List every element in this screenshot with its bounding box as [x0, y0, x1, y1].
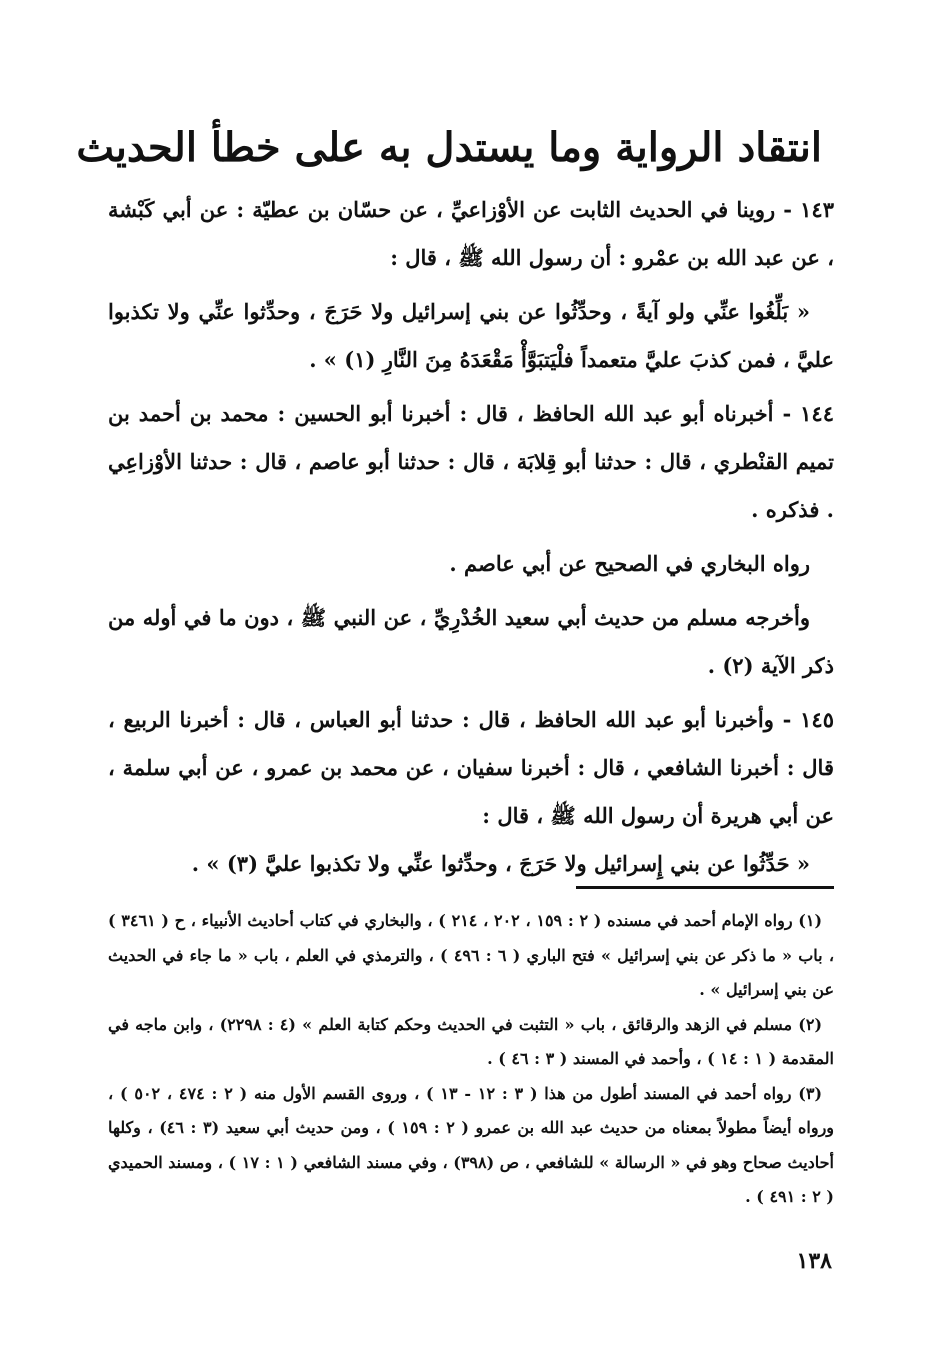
- page-number: ١٣٨: [796, 1248, 832, 1274]
- footnotes: [108, 904, 834, 1215]
- main-text: [108, 186, 834, 888]
- footnote-3: (٣) رواه أحمد في المسند أطول من هذا ( ٣ : ١٢ - ١٣ ) ، وروى القسم الأول منه ( ٢ : ٤٧٤ ، ٥٠٢ ) ، ورواه أيضاً مطولاً بمعناه من حديث عبد الله بن عمرو ( ٢ : ١٥٩ ) ، ومن حديث أبي سعيد (٣ : ٤٦) ، وكلها أحاديث صحاح وهو في « الرسالة » للشافعي ، ص (٣٩٨) ، وفي مسند الشافعي ( ١ : ١٧ ) ، ومسند الحميدي ( ٢ : ٤٩١ ) .: [108, 1083, 835, 1206]
- paragraph-145: ١٤٥ - وأخبرنا أبو عبد الله الحافظ ، قال : حدثنا أبو العباس ، قال : أخبرنا الربيع ، قال : أخبرنا الشافعي ، قال : أخبرنا سفيان ، عن محمد بن عمرو ، عن أبي سلمة ، عن أبي هريرة أن رسول الله ﷺ ، قال :: [108, 707, 834, 828]
- bukhari-note: رواه البخاري في الصحيح عن أبي عاصم .: [449, 551, 810, 576]
- hadith-quote-1: « بَلِّغُوا عنِّي ولو آيةً ، وحدِّثُوا عن بني إسرائيل ولا حَرَجَ ، وحدِّثوا عنِّي ولا تكذبوا عليَّ ، فمن كذبَ عليَّ متعمداً فلْيَتبَوَّأْ مَقْعَدَهُ مِنَ النَّارِ (١) » .: [108, 299, 834, 372]
- chapter-title: انتقاد الرواية وما يستدل به على خطأ الحديث: [76, 124, 822, 171]
- paragraph-144: ١٤٤ - أخبرناه أبو عبد الله الحافظ ، قال : أخبرنا أبو الحسين : محمد بن أحمد بن تميم القنْطري ، قال : حدثنا أبو قِلابَة ، قال : حدثنا أبو عاصم ، قال : حدثنا الأوْزاعِي . فذكره .: [108, 401, 834, 522]
- paragraph-143: ١٤٣ - روينا في الحديث الثابت عن الأوْزاعيِّ ، عن حسّان بن عطيّة : عن أبي كَبْشة ، عن عبد الله بن عمْرو : أن رسول الله ﷺ ، قال :: [108, 197, 834, 270]
- muslim-note: وأخرجه مسلم من حديث أبي سعيد الخُدْرِيِّ ، عن النبي ﷺ ، دون ما في أوله من ذكر الآية (٢) .: [108, 605, 834, 678]
- footnote-separator: [576, 886, 834, 889]
- hadith-quote-2: « حَدِّثُوا عن بني إِسرائيل ولا حَرَجَ ، وحدِّثوا عنِّي ولا تكذبوا عليَّ (٣) » .: [191, 851, 810, 876]
- footnote-1: (١) رواه الإمام أحمد في مسنده ( ٢ : ١٥٩ ، ٢٠٢ ، ٢١٤ ) ، والبخاري في كتاب أحاديث الأنبياء ، ح ( ٣٤٦١ ) ، باب « ما ذكر عن بني إسرائيل » فتح الباري ( ٦ : ٤٩٦ ) ، والترمذي في العلم ، باب « ما جاء في الحديث عن بني إسرائيل » .: [108, 911, 835, 999]
- footnote-2: (٢) مسلم في الزهد والرقائق ، باب « التثبت في الحديث وحكم كتابة العلم » (٤ : ٢٢٩٨) ، وابن ماجه في المقدمة ( ١ : ١٤ ) ، وأحمد في المسند ( ٣ : ٤٦ ) .: [108, 1014, 834, 1068]
